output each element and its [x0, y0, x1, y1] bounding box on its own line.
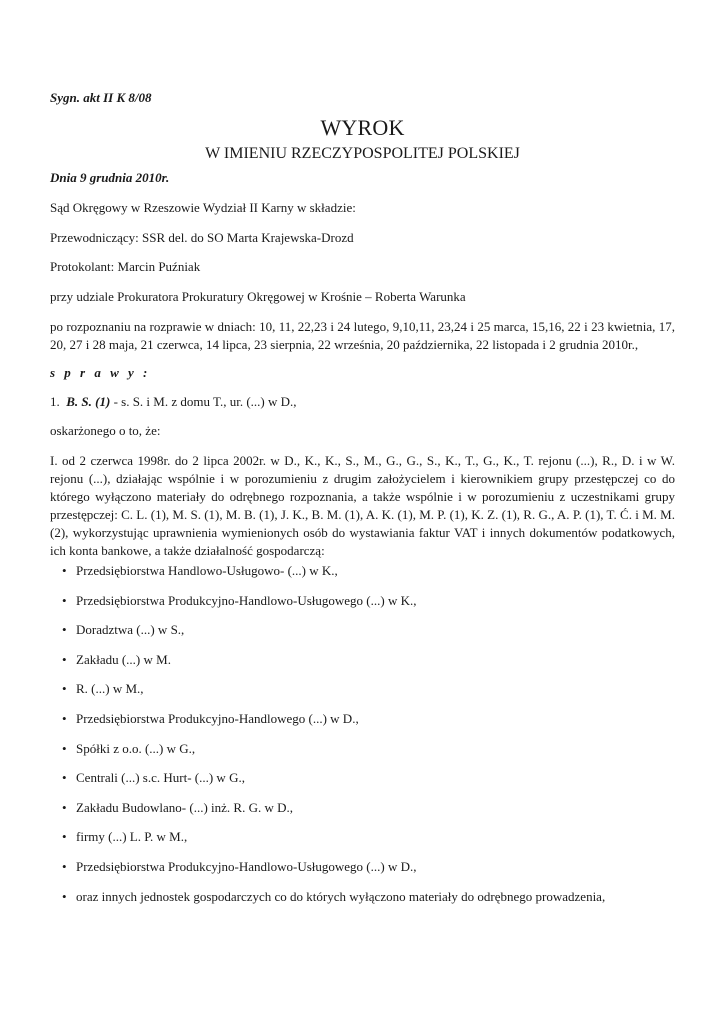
list-item: • oraz innych jednostek gospodarczych co do których wyłączono materiały do odrębnego prowadzenia, — [62, 888, 606, 904]
list-item: • Spółki z o.o. (...) w G., — [62, 740, 196, 756]
bullet-icon: • — [62, 829, 67, 845]
bullet-icon: • — [62, 770, 67, 786]
court-composition: Sąd Okręgowy w Rzeszowie Wydział II Karny w składzie: — [50, 200, 356, 215]
bullet-icon: • — [62, 651, 67, 667]
list-item: • R. (...) w M., — [62, 681, 144, 697]
list-item: • firmy (...) L. P. w M., — [62, 829, 188, 845]
court-clerk: Protokolant: Marcin Puźniak — [50, 259, 201, 274]
list-item: • Przedsiębiorstwa Produkcyjno-Handlowo-Usługowego (...) w K., — [62, 592, 417, 608]
bullet-icon: • — [62, 888, 67, 904]
bullet-icon: • — [62, 563, 67, 578]
bullet-icon: • — [62, 710, 67, 726]
bullet-icon: • — [62, 799, 67, 815]
defendant-details: - s. S. i M. z domu T., ur. (...) w D., — [113, 394, 297, 409]
accused-of-line: oskarżonego o to, że: — [50, 423, 161, 438]
bullet-icon: • — [62, 740, 67, 756]
defendant-name: B. S. (1) — [66, 394, 111, 409]
list-item: • Centrali (...) s.c. Hurt- (...) w G., — [62, 770, 245, 786]
presiding-judge: Przewodniczący: SSR del. do SO Marta Krajewska-Drozd — [50, 230, 354, 245]
list-item: • Zakładu Budowlano- (...) inż. R. G. w D., — [62, 799, 293, 815]
document-title: WYROK — [320, 115, 405, 140]
sprawy-heading: s p r a w y : — [50, 365, 151, 380]
list-item: • Przedsiębiorstwa Handlowo-Usługowo- (...) w K., — [62, 563, 338, 578]
bullet-icon: • — [62, 592, 67, 608]
bullet-icon: • — [62, 622, 67, 638]
defendant-line — [50, 393, 675, 411]
business-entities-list — [50, 562, 675, 917]
bullet-icon: • — [62, 858, 67, 874]
defendant-number: 1. — [50, 394, 60, 409]
list-item: • Przedsiębiorstwa Produkcyjno-Handlowego (...) w D., — [62, 710, 359, 726]
list-item: • Przedsiębiorstwa Produkcyjno-Handlowo-Usługowego (...) w D., — [62, 858, 417, 874]
prosecutor-line: przy udziale Prokuratora Prokuratury Okręgowej w Krośnie – Roberta Warunka — [50, 289, 466, 304]
hearing-dates: po rozpoznaniu na rozprawie w dniach: 10, 11, 22,23 i 24 lutego, 9,10,11, 23,24 i 25 marca, 15,16, 22 i 23 kwietnia, 17, 20, 27 i 28 maja, 21 czerwca, 14 lipca, 23 sierpnia, 22 września, 20 października, 22 listopada i 2 grudnia 2010r., — [50, 319, 675, 352]
document-subtitle: W IMIENIU RZECZYPOSPOLITEJ POLSKIEJ — [205, 145, 520, 162]
list-item: • Doradztwa (...) w S., — [62, 622, 185, 638]
list-item: • Zakładu (...) w M. — [62, 651, 171, 667]
case-reference: Sygn. akt II K 8/08 — [50, 90, 152, 105]
bullet-icon: • — [62, 681, 67, 697]
charge-paragraph: I. od 2 czerwca 1998r. do 2 lipca 2002r. w D., K., K., S., M., G., G., S., K., T., G., K., T. rejonu (...), R., D. i w W. rejonu (...), działając wspólnie i w porozumieniu z drugim założycielem i kierownikiem grupy przestępczej co do którego wyłączono materiały do odrębnego rozpoznania, a także wspólnie i w porozumieniu z uczestnikami grupy przestępczej: C. L. (1), M. S. (1), M. B. (1), J. K., B. M. (1), A. K. (1), M. P. (1), K. Z. (1), R. G., A. P. (1), T. Ć. i M. M. (2), wykorzystując uprawnienia wymienionych osób do wystawiania faktur VAT i innych dokumentów podatkowych, ich konta bankowe, a także działalność gospodarczą: — [50, 453, 675, 558]
judgment-date: Dnia 9 grudnia 2010r. — [50, 170, 170, 185]
